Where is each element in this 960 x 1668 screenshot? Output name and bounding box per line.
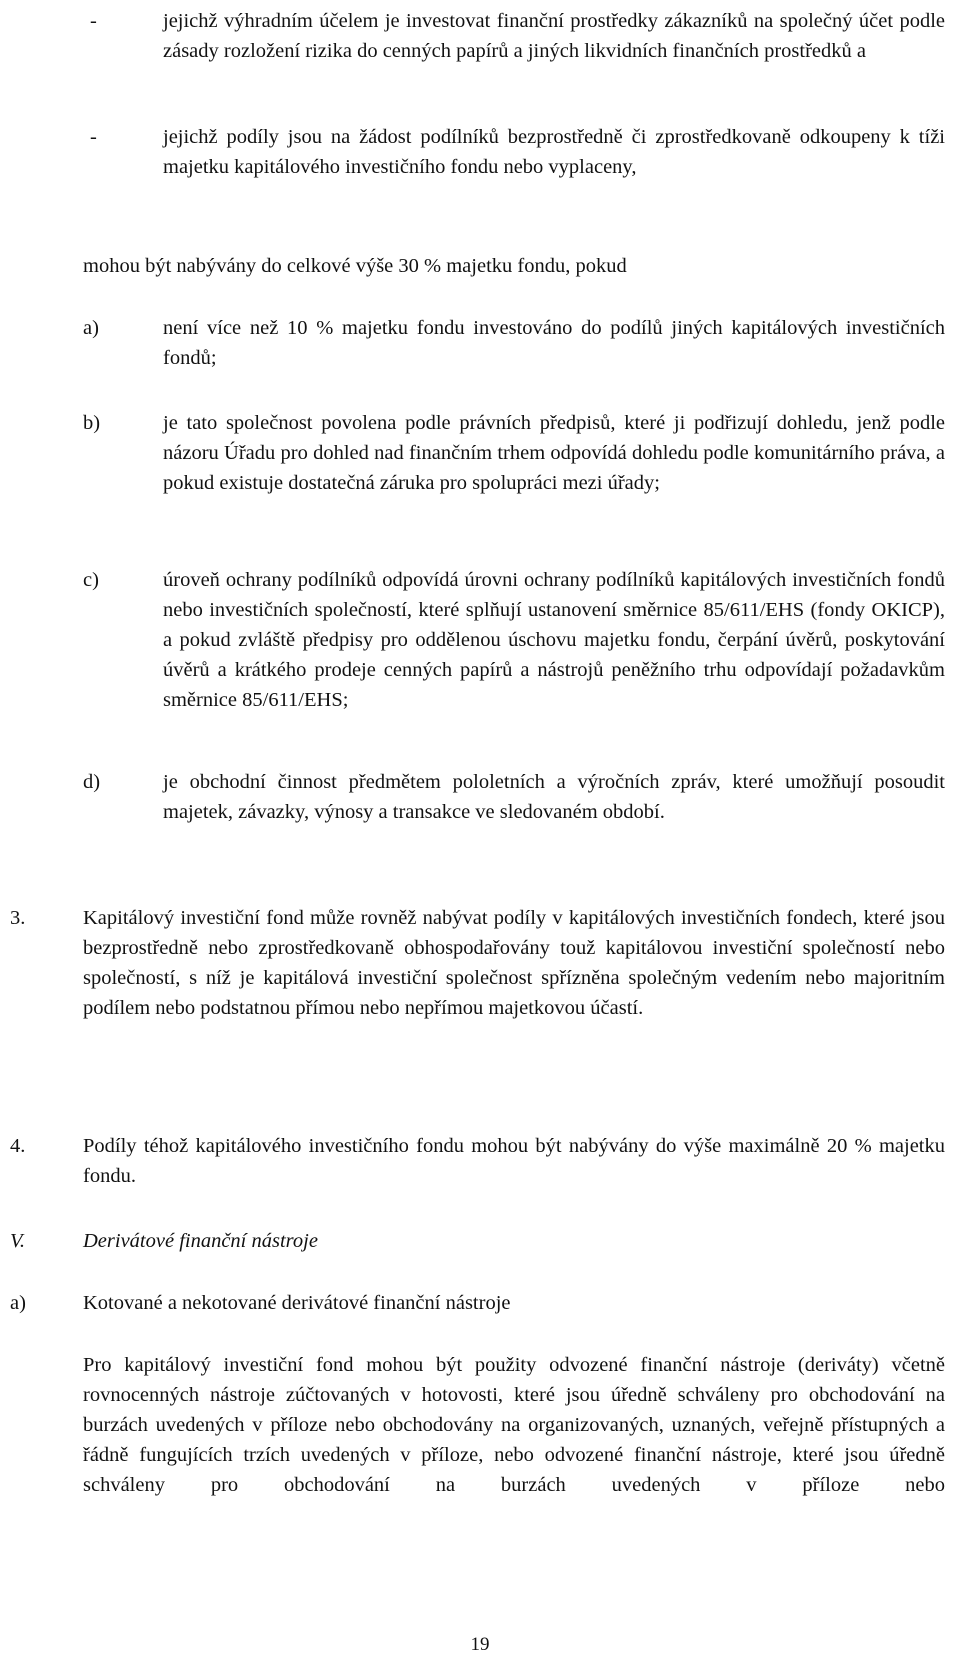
paragraph-4: Podíly téhož kapitálového investičního fondu mohou být nabývány do výše maximálně 20 % majetku fondu. [83,1135,945,1187]
section-number-v: V. [10,1230,26,1252]
body-paragraph: Pro kapitálový investiční fond mohou být použity odvozené finanční nástroje (deriváty) včetně rovnocenných nástroje zúčtovaných v hotovosti, které jsou úředně schváleny pro obchodování na burzách uvedených v příloze nebo obchodovány na organizovaných, uznaných, veřejně přístupných a řádně fungujících trzích uvedených v příloze, nebo odvozené finanční nástroje, které jsou úředně schváleny pro obchodování na burzách uvedených v příloze nebo [83,1354,945,1496]
section-title: Derivátové finanční nástroje [83,1230,318,1252]
lead-sentence: mohou být nabývány do celkové výše 30 % majetku fondu, pokud [83,255,627,277]
dash-item-1: jejichž výhradním účelem je investovat finanční prostředky zákazníků na společný účet podle zásady rozložení rizika do cenných papírů a jiných likvidních finančních prostředků a [163,10,945,62]
subsection-title: Kotované a nekotované derivátové finanční nástroje [83,1292,511,1314]
list-item-b: je tato společnost povolena podle právních předpisů, které ji podřizují dohledu, jenž podle názoru Úřadu pro dohled nad finančním trhem odpovídá dohledu podle komunitárního práva, a pokud existuje dostatečná záruka pro spolupráci mezi úřady; [163,412,945,494]
list-marker-b: b) [83,412,101,434]
list-item-a: není více než 10 % majetku fondu investováno do podílů jiných kapitálových investičních fondů; [163,317,945,369]
list-item-d: je obchodní činnost předmětem pololetních a výročních zpráv, které umožňují posoudit majetek, závazky, výnosy a transakce ve sledovaném období. [163,771,945,823]
list-item-c: úroveň ochrany podílníků odpovídá úrovni ochrany podílníků kapitálových investičních fondů nebo investičních společností, které splňují ustanovení směrnice 85/611/EHS (fondy OKICP), a pokud zvláště předpisy pro oddělenou úschovu majetku fondu, čerpání úvěrů, poskytování úvěrů a krátkého prodeje cenných papírů a nástrojů peněžního trhu odpovídají požadavkům směrnice 85/611/EHS; [163,569,945,711]
list-marker-d: d) [83,771,101,793]
page-number: 19 [470,1634,490,1655]
paragraph-number-4: 4. [10,1135,26,1157]
dash-marker: - [90,10,97,32]
paragraph-3: Kapitálový investiční fond může rovněž nabývat podíly v kapitálových investičních fondech, které jsou bezprostředně nebo zprostředkovaně obhospodařovány touž kapitálovou investiční společností nebo společností, s níž je kapitálová investiční společnost spřízněna společným vedením nebo majoritním podílem nebo podstatnou přímou nebo nepřímou majetkovou účastí. [83,907,945,1019]
dash-marker: - [90,126,97,148]
paragraph-number-3: 3. [10,907,26,929]
subsection-marker-a: a) [10,1292,26,1314]
list-marker-a: a) [83,317,99,339]
list-marker-c: c) [83,569,99,591]
dash-item-2: jejichž podíly jsou na žádost podílníků bezprostředně či zprostředkovaně odkoupeny k tíži majetku kapitálového investičního fondu nebo vyplaceny, [163,126,945,178]
